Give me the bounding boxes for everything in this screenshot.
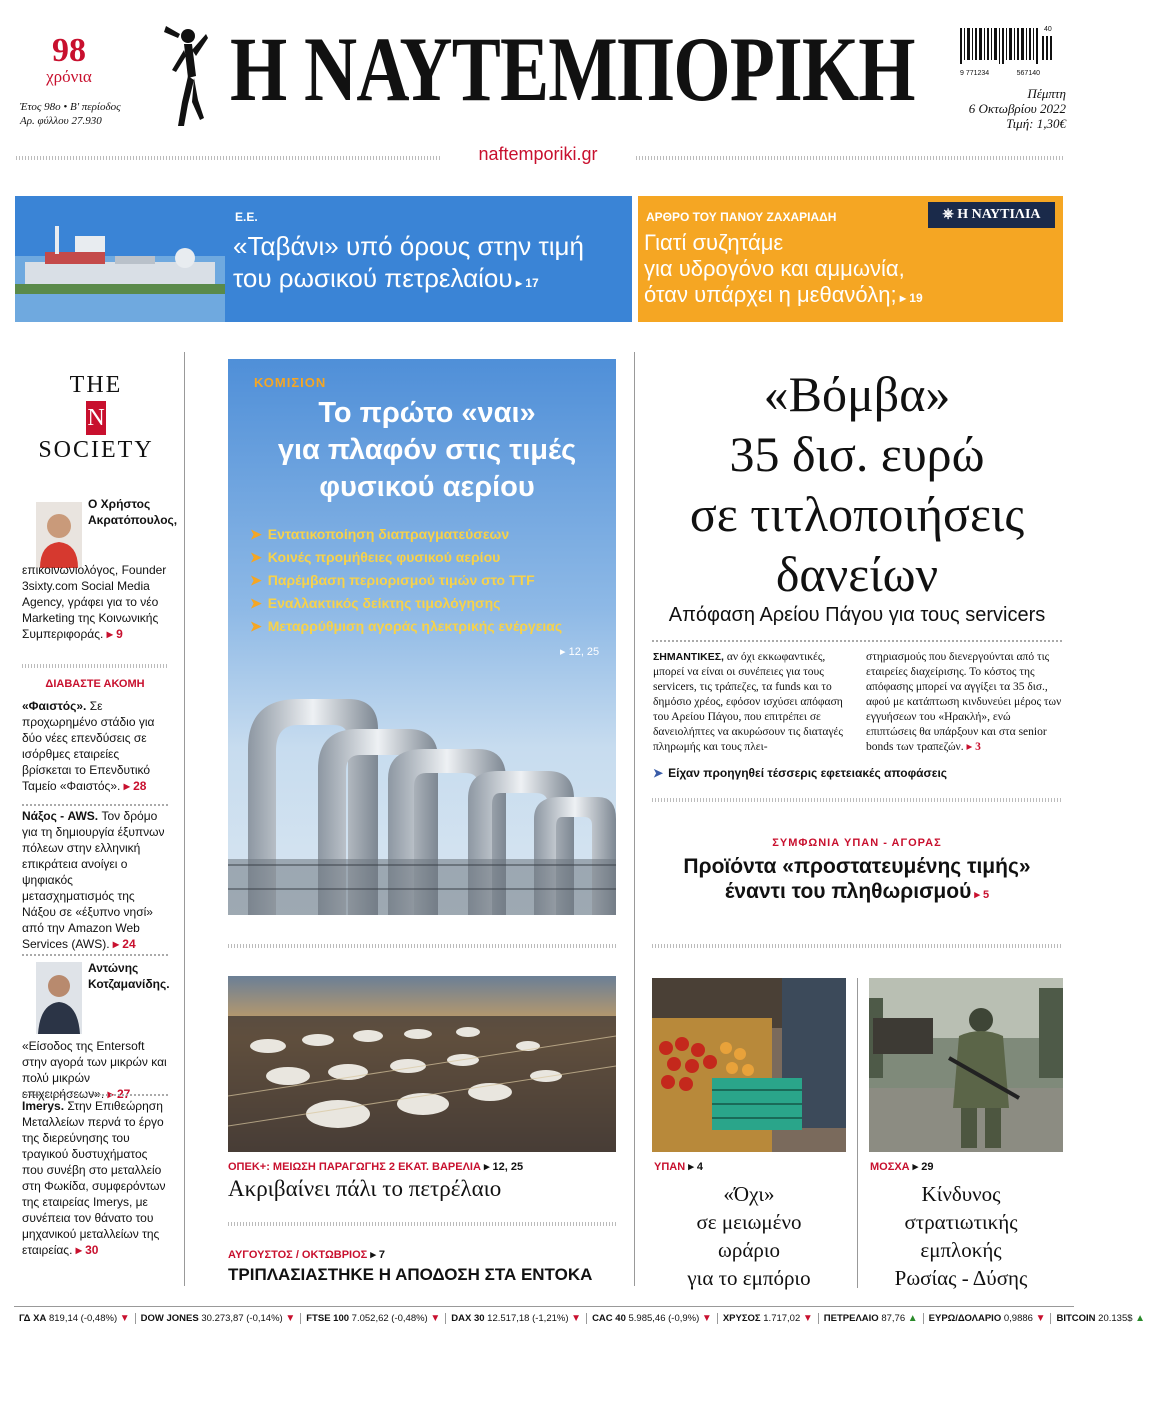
akratopoulos-page: 9 <box>116 627 123 641</box>
feature-pages: ▸ 12, 25 <box>560 646 600 658</box>
feature-gas-price-cap[interactable] <box>228 359 616 915</box>
feature-headline-line: για πλαφόν στις τιμές <box>277 434 577 466</box>
masthead-ruler-left <box>16 156 440 160</box>
barcode-digits <box>960 69 1040 78</box>
arrow-right-icon: ➤ <box>250 526 262 542</box>
banner-left-line: «Ταβάνι» υπό όρους στην τιμή <box>233 231 584 261</box>
barcode <box>960 28 1052 78</box>
read-more-heading: ΔΙΑΒΑΣΤΕ ΑΚΟΜΗ <box>45 678 145 690</box>
faistos-item[interactable]: «Φαιστός». Σε προχωρημένο στάδιο για δύο νέες επενδύσεις σε ισόρθμες εταιρείες βρίσκεται το Επενδυτικό Ταμείο «Φαιστός». ▸ 28 <box>22 699 155 793</box>
ypan-headline-line: «Όχι» <box>723 1182 775 1206</box>
grocery-shopper-image <box>652 978 846 1152</box>
naxos-item[interactable]: Νάξος - AWS. Τον δρόμο για τη δημιουργία έξυπνων πόλεων στην ελληνική επικράτεια ανοίγει ο ψηφιακός μετασχηματισμός της Νάξου σε «έξυπνο νησί» από την Amazon Web Services (AWS). ▸ 24 <box>22 809 165 951</box>
kotzamanidis-page: 27 <box>116 1087 131 1101</box>
day-name: Πέμπτη <box>1027 86 1066 101</box>
down-arrow-icon: ▼ <box>1035 1312 1046 1324</box>
mosxa-headline-line: Ρωσίας - Δύσης <box>894 1266 1028 1290</box>
akratopoulos-name: Ο Χρήστος Ακρατόπουλος, <box>88 497 178 527</box>
ypan-kicker: ΥΠΑΝ ▸ 4 <box>654 1161 703 1173</box>
main-body-left-text: αν όχι εκκωφαντικές, μπορεί να είναι οι συνέπειες για τους servicers, τις τράπεζες, τα funds και το δημόσιο χρέος, εφόσον ισχύσει απόφαση του Αρείου Πάγου, που επιτρέπει σε δανειολήπτες να ακυρώσουν τις διαταγές πληρωμής και τους πλει- <box>653 651 843 753</box>
feature-bullets <box>250 523 600 638</box>
symfonia-headline[interactable]: Προϊόντα «προστατευμένης τιμής» έναντι του πληθωρισμού ▸ 5 <box>652 854 1062 908</box>
kotzamanidis-text: «Είσοδος της Entersoft στην αγορά των μικρών και πολύ μικρών επιχειρήσεων». <box>22 1039 167 1101</box>
main-headline-line: 35 δισ. ευρώ <box>729 426 985 482</box>
ticker-item: ΓΔ ΧΑ 819,14 (-0,48%) ▼ <box>14 1313 136 1324</box>
mosxa-headline[interactable] <box>860 1180 1062 1292</box>
barcode-digits-left: 9 771234 <box>960 70 990 77</box>
down-arrow-icon: ▼ <box>701 1312 712 1324</box>
ypan-kicker-text: ΥΠΑΝ <box>654 1161 686 1173</box>
feature-headline <box>252 395 602 506</box>
site-url-link[interactable]: naftemporiki.gr <box>478 144 598 164</box>
nautilia-logo <box>928 202 1055 228</box>
age-word: χρόνια <box>46 67 92 86</box>
mosxa-headline-line: στρατιωτικής <box>904 1210 1018 1234</box>
feature-kicker: ΚΟΜΙΣΙΟΝ <box>254 375 327 390</box>
opec-kicker-text: ΟΠΕΚ+: ΜΕΙΩΣΗ ΠΑΡΑΓΩΓΗΣ 2 ΕΚΑΤ. ΒΑΡΕΛΙΑ <box>228 1161 481 1173</box>
main-body-left <box>653 650 849 755</box>
kotzamanidis-text-block: «Είσοδος της Entersoft στην αγορά των μικρών και πολύ μικρών επιχειρήσεων». ▸ 27 <box>22 1039 167 1101</box>
banner-left-page: 17 <box>525 276 539 290</box>
main-body-page: 3 <box>975 741 981 753</box>
naxos-page: 24 <box>122 937 136 951</box>
main-related-text: Είχαν προηγηθεί τέσσερις εφετειακές αποφάσεις <box>668 766 948 780</box>
banner-right-page: 19 <box>909 291 923 305</box>
edition-info <box>20 100 121 128</box>
main-subhead: Απόφαση Αρείου Πάγου για τους servicers <box>668 604 1046 626</box>
society-word: SOCIETY <box>38 437 154 463</box>
issue-date: 6 Οκτωβρίου 2022 <box>968 101 1066 116</box>
ypan-page: 4 <box>696 1161 703 1173</box>
left-divider <box>22 1094 168 1096</box>
barcode-top-number: 40 <box>1044 26 1052 33</box>
symfonia-headline-line: έναντι του πληθωρισμού <box>724 880 972 903</box>
banner-right-kicker: ΑΡΘΡΟ ΤΟΥ ΠΑΝΟΥ ΖΑΧΑΡΙΑΔΗ <box>646 210 837 224</box>
ypan-headline-line: για το εμπόριο <box>687 1266 811 1290</box>
date-block <box>900 86 1066 131</box>
up-arrow-icon: ▲ <box>907 1312 918 1324</box>
avgoustos-page: 7 <box>378 1249 386 1261</box>
banner-oil-cap[interactable] <box>15 196 632 322</box>
imerys-text: Στην Επιθεώρηση Μεταλλείων περνά το έργο της διερεύνησης του τραγικού δυστυχήματος που συνέβη στο μεταλλείο στη Φωκίδα, συμφερόντων της εταιρείας Imerys, με συνέπεια τον θάνατο του μηχανικού μεταλλείων της εταιρείας. <box>22 1099 166 1257</box>
oil-tanker-image <box>15 196 225 322</box>
opec-ruler <box>228 1222 618 1226</box>
mosxa-kicker: ΜΟΣΧΑ ▸ 29 <box>870 1161 934 1173</box>
imerys-page: 30 <box>85 1243 99 1257</box>
arrow-right-icon: ➤ <box>653 766 664 780</box>
banner-right-line: για υδρογόνο και αμμωνία, <box>644 256 905 281</box>
faistos-text: Σε προχωρημένο στάδιο για δύο νέες επενδύσεις σε ισόρθμες εταιρείες βρίσκεται το Επενδυτικό Ταμείο «Φαιστός». <box>22 699 155 793</box>
ticker-item: DOW JONES 30.273,87 (-0,14%) ▼ <box>136 1313 302 1324</box>
age-badge <box>34 34 104 86</box>
feature-bullet: ➤ Παρέμβαση περιορισμού τιμών στο TTF <box>250 572 535 588</box>
banner-left-headline: «Ταβάνι» υπό όρους στην τιμή του ρωσικού πετρελαίου ▸ 17 <box>233 230 623 299</box>
ticker-item: DAX 30 12.517,18 (-1,21%) ▼ <box>446 1313 587 1324</box>
opec-headline[interactable]: Ακριβαίνει πάλι το πετρέλαιο <box>228 1176 502 1201</box>
akratopoulos-text-block: επικοινωνιολόγος, Founder 3sixty.com Social Media Agency, γράφει για το νέο Marketing της Κοινωνικής Συμπεριφοράς. ▸ 9 <box>22 563 167 641</box>
avgoustos-headline[interactable]: ΤΡΙΠΛΑΣΙΑΣΤΗΚΕ Η ΑΠΟΔΟΣΗ ΣΤΑ ΕΝΤΟΚΑ <box>228 1265 593 1284</box>
left-column-divider <box>184 352 185 1286</box>
center-ruler <box>228 944 618 948</box>
banner-left-line: του ρωσικού πετρελαίου <box>233 263 513 293</box>
gas-pipes-image <box>228 659 616 915</box>
soldier-image <box>869 978 1063 1152</box>
ypan-headline-line: ωράριο <box>718 1238 780 1262</box>
down-arrow-icon: ▼ <box>430 1312 441 1324</box>
down-arrow-icon: ▼ <box>285 1312 296 1324</box>
main-headline-line: «Βόμβα» <box>763 366 951 422</box>
opec-pages: 12, 25 <box>492 1161 524 1173</box>
avgoustos-kicker-text: ΑΥΓΟΥΣΤΟΣ / ΟΚΤΩΒΡΙΟΣ <box>228 1249 368 1261</box>
arrow-right-icon: ➤ <box>250 549 262 565</box>
avgoustos-kicker: ΑΥΓΟΥΣΤΟΣ / ΟΚΤΩΒΡΙΟΣ ▸ 7 <box>228 1249 386 1261</box>
arrow-right-icon: ➤ <box>250 572 262 588</box>
mosxa-headline-line: Κίνδυνος <box>921 1182 1001 1206</box>
left-ruler <box>22 664 168 668</box>
main-headline[interactable] <box>652 364 1062 604</box>
symfonia-page: 5 <box>982 889 990 901</box>
ticker-item: CAC 40 5.985,46 (-0,9%) ▼ <box>587 1313 718 1324</box>
banner-right-line: Γιατί συζητάμε <box>644 230 784 255</box>
ticker-item: ΧΡΥΣΟΣ 1.717,02 ▼ <box>718 1313 819 1324</box>
imerys-title: Imerys. <box>22 1099 65 1113</box>
barcode-icon <box>960 28 1052 64</box>
main-body-lead: ΣΗΜΑΝΤΙΚΕΣ, <box>653 651 724 663</box>
symfonia-kicker: ΣΥΜΦΩΝΙΑ ΥΠΑΝ - ΑΓΟΡΑΣ <box>772 837 942 849</box>
market-ticker <box>14 1306 1146 1329</box>
down-arrow-icon: ▼ <box>802 1312 813 1324</box>
kotzamanidis-photo <box>36 962 82 1034</box>
ticker-item: ΠΕΤΡΕΛΑΙΟ 87,76 ▲ <box>819 1313 924 1324</box>
akratopoulos-item[interactable] <box>88 496 178 528</box>
feature-pages-value: 12, 25 <box>568 646 600 658</box>
issue-price: Τιμή: 1,30€ <box>1006 116 1066 131</box>
hermes-logo-icon <box>158 20 210 130</box>
imerys-item[interactable]: Imerys. Στην Επιθεώρηση Μεταλλείων περνά το έργο της διερεύνησης του τραγικού δυστυχήματος που συνέβη στο μεταλλείο στη Φωκίδα, συμφερόντων της εταιρείας Imerys, με συνέπεια τον θάνατο του μηχανικού μεταλλείων της εταιρείας. ▸ 30 <box>22 1099 166 1257</box>
bottom-right-divider <box>857 978 858 1288</box>
society-the: THE <box>69 372 123 398</box>
feature-bullet: ➤ Εντατικοποίηση διαπραγματεύσεων <box>250 526 510 542</box>
main-related-link[interactable] <box>653 766 1063 780</box>
banner-right-headline: Γιατί συζητάμε για υδρογόνο και αμμωνία, όταν υπάρχει η μεθανόλη; ▸ 19 <box>644 230 964 311</box>
ticker-item: FTSE 100 7.052,62 (-0,48%) ▼ <box>301 1313 446 1324</box>
barcode-digits-right: 567140 <box>1016 70 1040 77</box>
society-n: N <box>86 401 106 435</box>
banner-methanol-article[interactable] <box>638 196 1063 322</box>
ticker-item: BITCOIN 20.135$ ▲ <box>1056 1312 1146 1324</box>
opec-kicker: ΟΠΕΚ+: ΜΕΙΩΣΗ ΠΑΡΑΓΩΓΗΣ 2 ΕΚΑΤ. ΒΑΡΕΛΙΑ ▸ 12, 25 <box>228 1161 524 1173</box>
main-headline-line: σε τιτλοποιήσεις <box>689 486 1025 542</box>
feature-headline-line: φυσικού αερίου <box>319 471 535 503</box>
kotzamanidis-item[interactable] <box>88 960 168 992</box>
arrow-right-icon: ➤ <box>250 618 262 634</box>
mosxa-page: 29 <box>921 1161 934 1173</box>
main-headline-line: δανείων <box>775 546 939 602</box>
up-arrow-icon: ▲ <box>1135 1312 1146 1324</box>
naxos-text: Τον δρόμο για τη δημιουργία έξυπνων πόλεων στην ελληνική επικράτεια ανοίγει ο ψηφιακός μετασχηματισμός της Νάξου σε «έξυπνο νησί» από την Amazon Web Services (AWS). <box>22 809 165 951</box>
issue-number: Αρ. φύλλου 27.930 <box>20 115 102 127</box>
down-arrow-icon: ▼ <box>119 1312 130 1324</box>
masthead-ruler-right <box>636 156 1064 160</box>
faistos-title: «Φαιστός». <box>22 699 87 713</box>
symfonia-headline-line: Προϊόντα «προστατευμένης τιμής» <box>683 855 1031 878</box>
arrow-right-icon: ➤ <box>250 595 262 611</box>
faistos-page: 28 <box>133 779 147 793</box>
akratopoulos-text: επικοινωνιολόγος, Founder 3sixty.com Social Media Agency, γράφει για το νέο Marketing της Κοινωνικής Συμπεριφοράς. <box>22 563 167 641</box>
mosxa-kicker-text: ΜΟΣΧΑ <box>870 1161 910 1173</box>
banner-right-line: όταν υπάρχει η μεθανόλη; <box>644 282 897 307</box>
feature-bullet: ➤ Μεταρρύθμιση αγοράς ηλεκτρικής ενέργειας <box>250 618 563 634</box>
age-number: 98 <box>52 32 86 69</box>
mosxa-headline-line: εμπλοκής <box>920 1238 1002 1262</box>
banner-left-kicker: Ε.Ε. <box>235 210 258 224</box>
right-ruler <box>652 944 1062 948</box>
naxos-title: Νάξος - AWS. <box>22 809 99 823</box>
down-arrow-icon: ▼ <box>571 1312 582 1324</box>
main-ruler <box>652 798 1062 802</box>
feature-bullet: ➤ Εναλλακτικός δείκτης τιμολόγησης <box>250 595 501 611</box>
ypan-headline[interactable] <box>652 1180 846 1292</box>
left-divider <box>22 954 168 956</box>
left-divider <box>22 804 168 806</box>
the-n-society-logo[interactable] <box>28 372 164 464</box>
ticker-item: ΕΥΡΩ/ΔΟΛΑΡΙΟ 0,9886 ▼ <box>924 1313 1052 1324</box>
edition-line: Έτος 98ο • Β' περίοδος <box>20 101 121 113</box>
main-body-right: στηριασμούς που διενεργούνται από τις εταιρείες διαχείρισης. Το κόστος της απόφασης μπορεί να αγγίξει τα 35 δισ., αφού με κατάπτωση κινδυνεύει μέρος των εγγυήσεων του «Ηρακλή», ενώ επιπτώσεις θα υπάρξουν και στα senior bonds των τραπεζών. ▸ 3 <box>866 651 1062 753</box>
main-body-right-text: στηριασμούς που διενεργούνται από τις εταιρείες διαχείρισης. Το κόστος της απόφασης μπορεί να αγγίξει τα 35 δισ., αφού με κατάπτωση κινδυνεύει μέρος των εγγυήσεων του «Ηρακλή», ενώ επιπτώσεις θα υπάρξουν και στα senior bonds των τραπεζών. <box>866 651 1062 753</box>
ypan-headline-line: σε μειωμένο <box>696 1210 802 1234</box>
kotzamanidis-name: Αντώνης Κοτζαμανίδης. <box>88 961 170 991</box>
newspaper-title: Η ΝΑΥΤΕΜΠΟΡΙΚΗ <box>230 18 915 120</box>
oil-refinery-image <box>228 976 616 1152</box>
main-divider <box>652 640 1062 642</box>
center-column-divider <box>634 352 635 1286</box>
ship-wheel-icon: ⎈ <box>942 207 958 222</box>
nautilia-logo-text: Η ΝΑΥΤΙΛΙΑ <box>957 207 1041 222</box>
feature-headline-line: Το πρώτο «ναι» <box>318 397 536 429</box>
feature-bullet: ➤ Κοινές προμήθειες φυσικού αερίου <box>250 549 501 565</box>
akratopoulos-photo <box>36 502 82 568</box>
